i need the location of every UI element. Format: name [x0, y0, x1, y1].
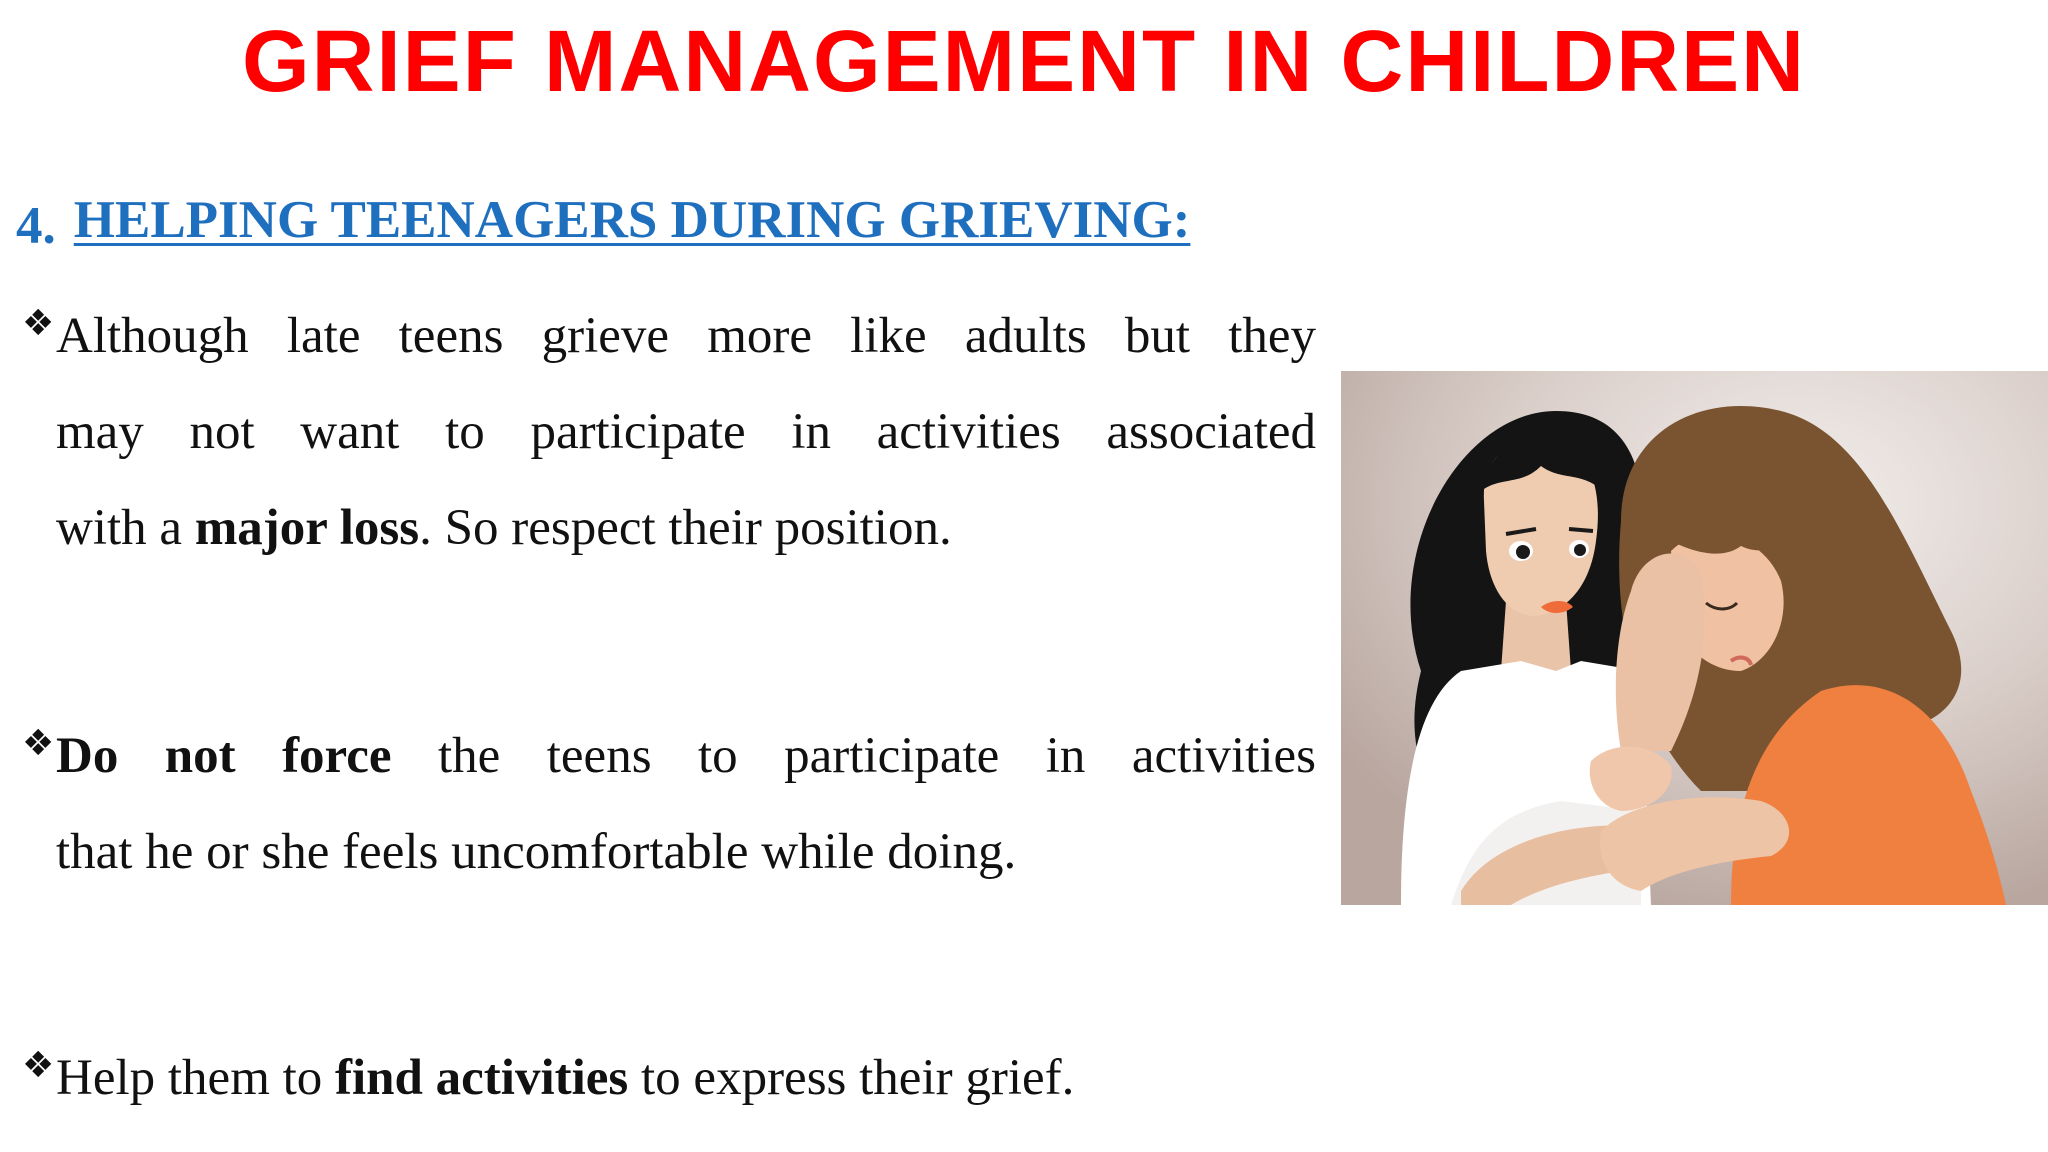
section-number: 4. — [16, 197, 56, 255]
bullet-item — [22, 1030, 1316, 1126]
diamond-bullet-icon: ❖ — [22, 723, 55, 764]
bullet-text: with a — [56, 500, 195, 556]
bullet-emphasis: find activities — [335, 1050, 629, 1106]
bullet-line: Although late teens grieve more like adults but they — [56, 308, 1316, 364]
slide-title: GRIEF MANAGEMENT IN CHILDREN — [242, 13, 1806, 110]
bullet-text: to express their grief. — [628, 1050, 1075, 1106]
bullet-text: Help them to — [56, 1050, 336, 1106]
bullet-emphasis: major loss — [194, 500, 420, 556]
bullet-line — [56, 708, 1316, 804]
bullet-item — [22, 288, 1316, 576]
diamond-bullet-icon: ❖ — [22, 303, 55, 344]
bullet-item — [22, 708, 1316, 900]
bullet-text: . So respect their position. — [419, 500, 952, 556]
diamond-bullet-icon: ❖ — [22, 1045, 55, 1086]
bullet-text: the teens to participate in activities — [391, 728, 1316, 784]
bullet-line: may not want to participate in activities associated — [56, 404, 1316, 460]
bullet-emphasis: Do not force — [56, 728, 392, 784]
section-heading — [16, 186, 1190, 254]
section-heading-text: HELPING TEENAGERS DURING GRIEVING: — [73, 191, 1191, 249]
bullet-line — [56, 1030, 1316, 1126]
bullet-line — [56, 480, 1316, 576]
bullet-line: that he or she feels uncomfortable while doing. — [56, 824, 1017, 880]
comforting-illustration — [1341, 371, 2048, 905]
